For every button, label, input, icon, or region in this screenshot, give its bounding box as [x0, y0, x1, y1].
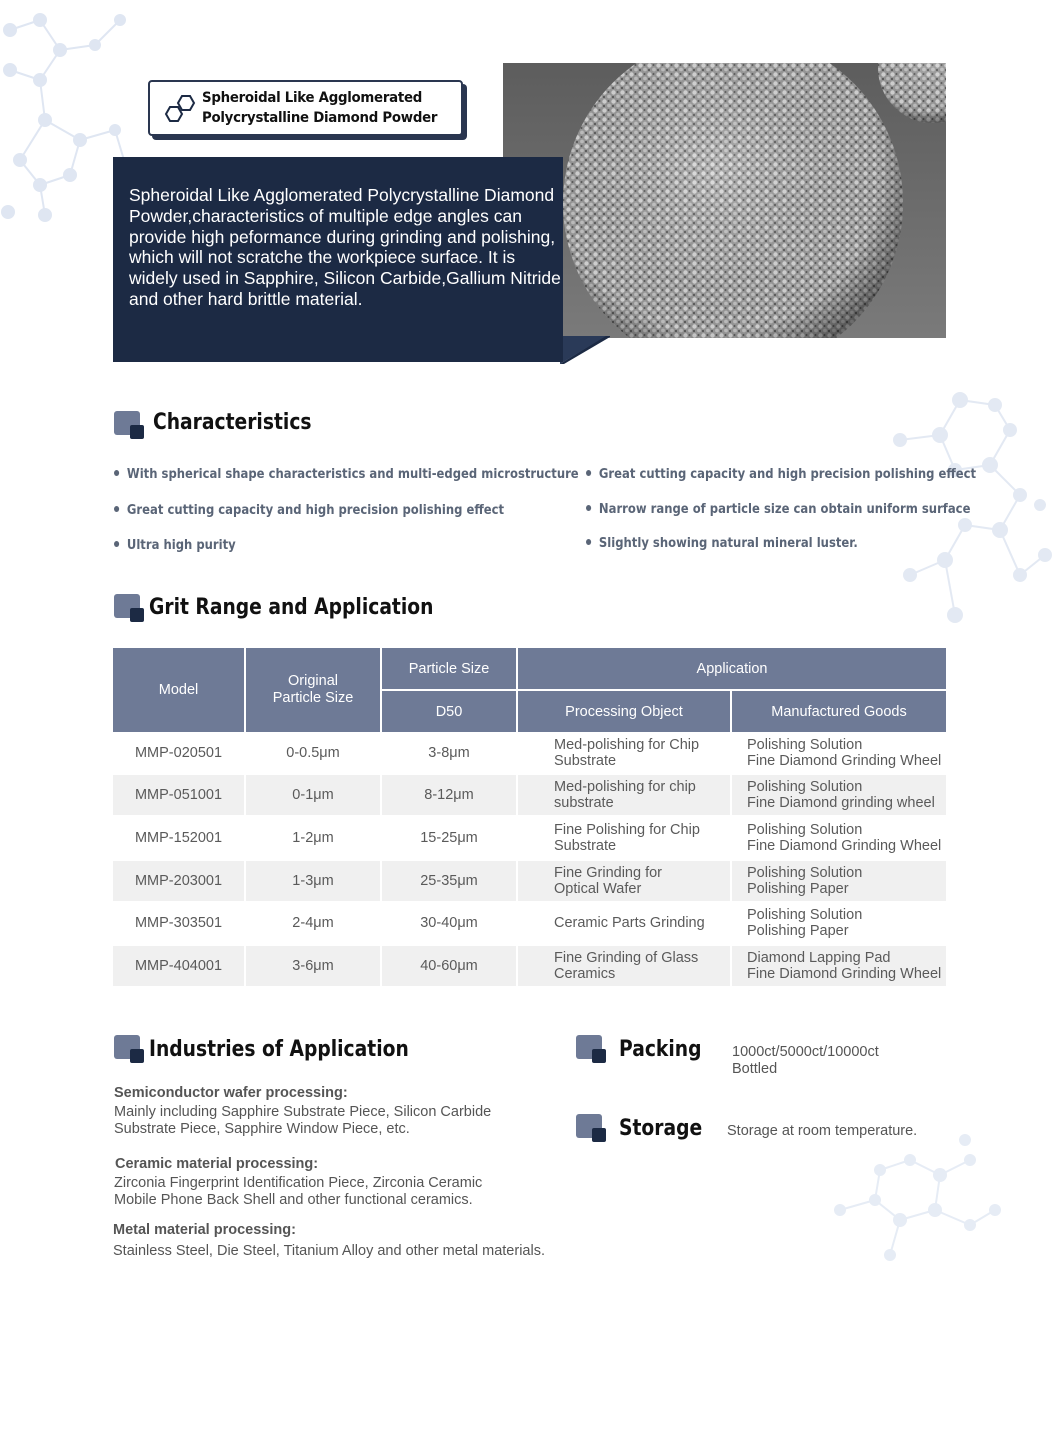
storage-title: Storage	[619, 1116, 703, 1141]
cell-d50: 40-60μm	[420, 958, 478, 974]
cell-goods: Polishing Solution Fine Diamond grinding wheel	[747, 779, 935, 811]
industry-heading: Semiconductor wafer processing:	[114, 1085, 348, 1101]
table-row	[113, 818, 946, 858]
packing-title: Packing	[619, 1037, 702, 1062]
cell-original: 3-6μm	[292, 958, 334, 974]
cell-model: MMP-051001	[134, 787, 223, 803]
cell-model: MMP-203001	[134, 873, 223, 889]
cell-model: MMP-020501	[134, 745, 223, 761]
section-square-icon	[114, 1035, 144, 1063]
corner-accent	[560, 336, 610, 364]
grit-title: Grit Range and Application	[149, 595, 434, 620]
table-row	[113, 946, 946, 986]
table-row	[113, 775, 946, 815]
intro-panel	[113, 157, 563, 362]
product-title-box	[148, 80, 463, 136]
cell-original: 0-1μm	[292, 787, 334, 803]
industry-heading: Ceramic material processing:	[115, 1156, 319, 1172]
cell-d50: 15-25μm	[420, 830, 478, 846]
cell-object: Fine Grinding of Glass Ceramics	[554, 950, 699, 982]
table-row	[113, 861, 946, 901]
cell-object: Ceramic Parts Grinding	[554, 915, 705, 931]
cell-model: MMP-152001	[134, 830, 223, 846]
molecule-decoration-bottom-right	[810, 1130, 1010, 1280]
characteristics-title: Characteristics	[153, 410, 312, 435]
th-application: Application	[518, 648, 946, 689]
cell-object: Fine Polishing for Chip Substrate	[554, 822, 700, 854]
intro-text: Spheroidal Like Agglomerated Polycrystalline Diamond Powder,characteristics of multiple edge angles can provide high peformance during grinding and polishing, which will not scratche the workpiece surface. It is widely used in Sapphire, Silicon Carbide,Gallium Nitride and other hard brittle material.	[129, 185, 561, 309]
cell-original: 0-0.5μm	[286, 745, 340, 761]
table-row	[113, 733, 946, 773]
cell-goods: Polishing Solution Fine Diamond Grinding Wheel	[747, 822, 942, 854]
cell-goods: Diamond Lapping Pad Fine Diamond Grinding Wheel	[747, 950, 942, 982]
hexagon-molecule-icon	[164, 94, 198, 124]
cell-object: Fine Grinding for Optical Wafer	[554, 865, 662, 897]
cell-goods: Polishing Solution Fine Diamond Grinding Wheel	[747, 737, 942, 769]
cell-model: MMP-303501	[134, 915, 223, 931]
cell-goods: Polishing Solution Polishing Paper	[747, 907, 863, 939]
cell-d50: 8-12μm	[424, 787, 474, 803]
cell-original: 1-2μm	[292, 830, 334, 846]
industry-text: Stainless Steel, Die Steel, Titanium Alloy and other metal materials.	[113, 1243, 545, 1259]
cell-object: Med-polishing for Chip Substrate	[554, 737, 700, 769]
industry-heading: Metal material processing:	[113, 1222, 296, 1238]
storage-text: Storage at room temperature.	[727, 1123, 918, 1139]
industries-title: Industries of Application	[149, 1037, 409, 1062]
cell-object: Med-polishing for chip substrate	[554, 779, 696, 811]
product-title: Spheroidal Like Agglomerated Polycrystalline Diamond Powder	[202, 90, 438, 126]
th-manufactured-goods: Manufactured Goods	[732, 691, 946, 732]
cell-d50: 25-35μm	[420, 873, 478, 889]
cell-goods: Polishing Solution Polishing Paper	[747, 865, 863, 897]
cell-model: MMP-404001	[134, 958, 223, 974]
th-original: Original Particle Size	[246, 648, 380, 732]
th-d50: D50	[382, 691, 516, 732]
industry-text: Zirconia Fingerprint Identification Piece, Zirconia Ceramic Mobile Phone Back Shell and other functional ceramics.	[114, 1175, 483, 1208]
characteristic-item: Slightly showing natural mineral luster.	[586, 535, 858, 551]
table-row	[113, 903, 946, 943]
characteristic-item: With spherical shape characteristics and multi-edged microstructure	[114, 466, 579, 482]
industry-text: Mainly including Sapphire Substrate Piece, Silicon Carbide Substrate Piece, Sapphire Window Piece, etc.	[114, 1104, 492, 1137]
section-square-icon	[576, 1035, 606, 1063]
sem-particle-image	[503, 63, 946, 338]
section-square-icon	[114, 411, 144, 439]
th-model: Model	[113, 648, 244, 732]
cell-original: 2-4μm	[292, 915, 334, 931]
cell-d50: 3-8μm	[428, 745, 470, 761]
th-particle-size: Particle Size	[382, 648, 516, 689]
characteristic-item: Great cutting capacity and high precision polishing effect	[114, 502, 504, 518]
characteristic-item: Narrow range of particle size can obtain uniform surface	[586, 501, 970, 517]
section-square-icon	[114, 594, 144, 622]
section-square-icon	[576, 1114, 606, 1142]
packing-text: 1000ct/5000ct/10000ct Bottled	[732, 1044, 879, 1077]
cell-d50: 30-40μm	[420, 915, 478, 931]
th-processing-object: Processing Object	[518, 691, 730, 732]
characteristic-item: Great cutting capacity and high precision polishing effect	[586, 466, 976, 482]
cell-original: 1-3μm	[292, 873, 334, 889]
characteristic-item: Ultra high purity	[114, 537, 236, 553]
